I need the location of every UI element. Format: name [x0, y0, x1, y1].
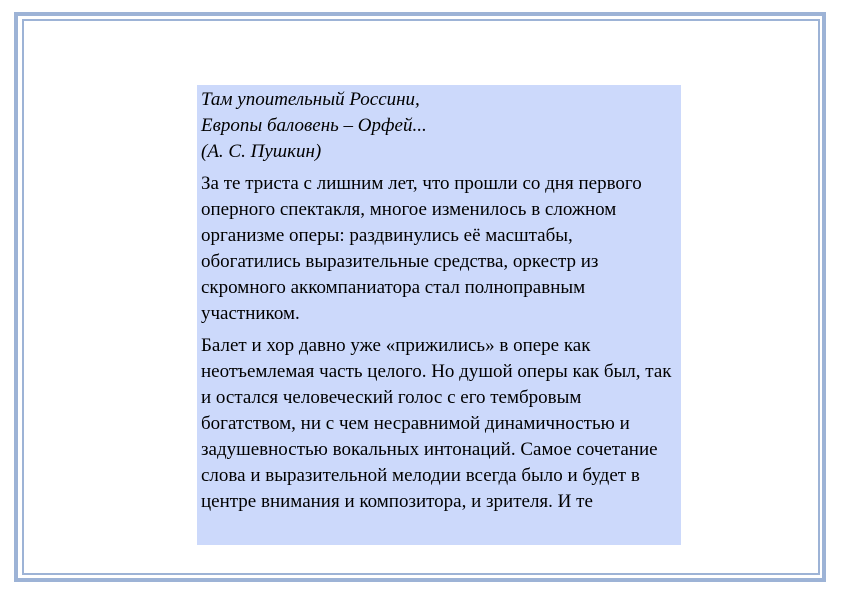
paragraph: Балет и хор давно уже «прижились» в опере как неотъемлемая часть целого. Но душой оперы как был, так и остался человеческий голос с его тембровым богатством, ни с чем несравнимой динамичностью и задушевностью вокальных интонаций. Самое сочетание слова и выразительной мелодии всегда было и будет в центре внимания и композитора, и зрителя. И те [201, 335, 672, 512]
text-block [197, 85, 681, 545]
epigraph-line: Там упоительный Россини, [201, 89, 420, 110]
epigraph [201, 87, 677, 165]
epigraph-line: Европы баловень – Орфей... [201, 115, 427, 136]
epigraph-attribution: (А. С. Пушкин) [201, 141, 322, 162]
paragraph: За те триста с лишним лет, что прошли со дня первого оперного спектакля, многое изменилось в сложном организме оперы: раздвинулись её масштабы, обогатились выразительные средства, оркестр из скромного аккомпаниатора стал полноправным участником. [201, 173, 642, 324]
